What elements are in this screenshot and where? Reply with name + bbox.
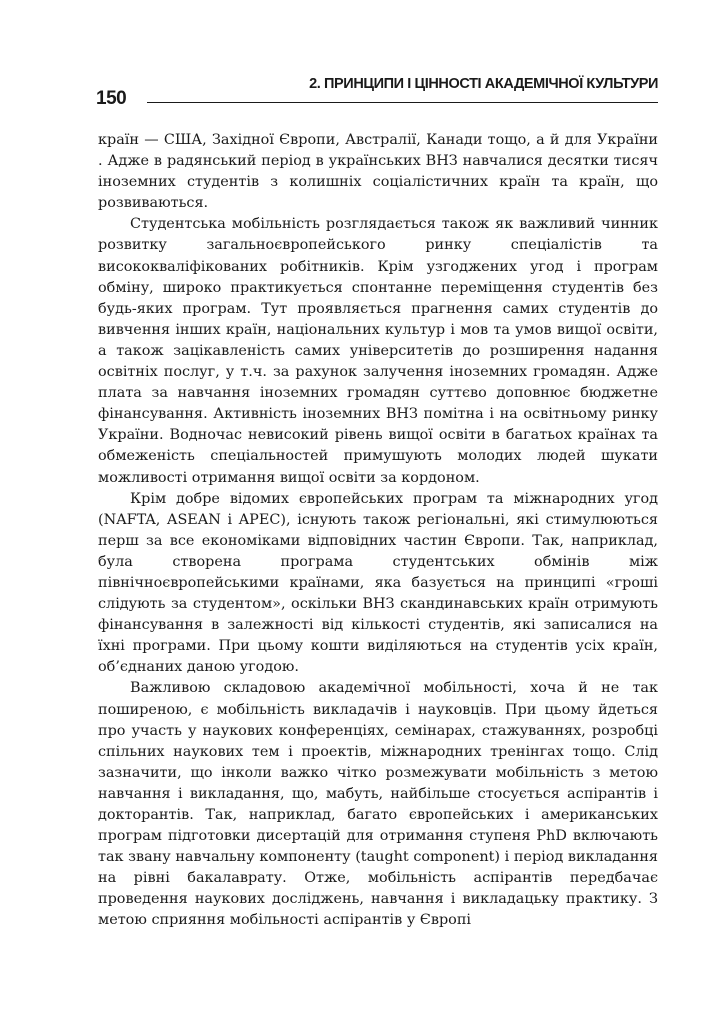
page-number: 150 [96,88,127,109]
paragraph: Студентська мобільність розглядається також як важливий чинник розвитку загальноєвропейського ринку спеціалістів та висококваліфікованих робітників. Крім узгоджених угод і програм обміну, широко практикується спонтанне переміщення студентів без будь-яких програм. Тут проявляється прагнення самих студентів до вивчення інших країн, національних культур і мов та умов вищої освіти, а також зацікавленість самих університетів до розширення надання освітніх послуг, у т.ч. за рахунок залучення іноземних громадян. Адже плата за навчання іноземних громадян суттєво доповнює бюджетне фінансування. Активність іноземних ВНЗ помітна і на освітньому ринку України. Водночас невисокий рівень вищої освіти в багатьох країнах та обмеженість спеціальностей примушують молодих людей шукати можливості отримання вищої освіти за кордоном. [98,216,658,486]
paragraph: країн — США, Західної Європи, Австралії, Канади тощо, а й для України . Адже в радянський період в українських ВНЗ навчалися десятки тисяч іноземних студентів з колишніх соціалістичних країн та країн, що розвиваються. [98,132,658,212]
paragraph: Крім добре відомих європейських програм та міжнародних угод (NAFTA, ASEAN і APEC), існують також регіональні, які стимулюються перш за все економіками відповідних частин Європи. Так, наприклад, була створена програма студентських обмінів між північноєвропейськими країнами, яка базується на принципі «гроші слідують за студентом», оскільки ВНЗ скандинавських країн отримують фінансування в залежності від кількості студентів, які записалися на їхні програми. При цьому кошти виділяються на студентів усіх країн, об’єднаних даною угодою. [98,490,658,676]
body-text [98,130,658,932]
header-rule [147,102,658,103]
running-head: 2. ПРИНЦИПИ І ЦІННОСТІ АКАДЕМІЧНОЇ КУЛЬТУРИ [309,76,658,92]
paragraph: Важливою складовою академічної мобільності, хоча й не так поширеною, є мобільність викладачів і науковців. При цьому йдеться про участь у наукових конференціях, семінарах, стажуваннях, розробці спільних наукових тем і проектів, міжнародних тренінгах тощо. Слід зазначити, що інколи важко чітко розмежувати мобільність з метою навчання і викладання, що, мабуть, найбільше стосується аспірантів і докторантів. Так, наприклад, багато європейських і американських програм підготовки дисертацій для отримання ступеня PhD включають так звану навчальну компоненту (taught component) і період викладання на рівні бакалаврату. Отже, мобільність аспірантів передбачає проведення наукових досліджень, навчання і викладацьку практику. З метою сприяння мобільності аспірантів у Європі [98,680,658,929]
